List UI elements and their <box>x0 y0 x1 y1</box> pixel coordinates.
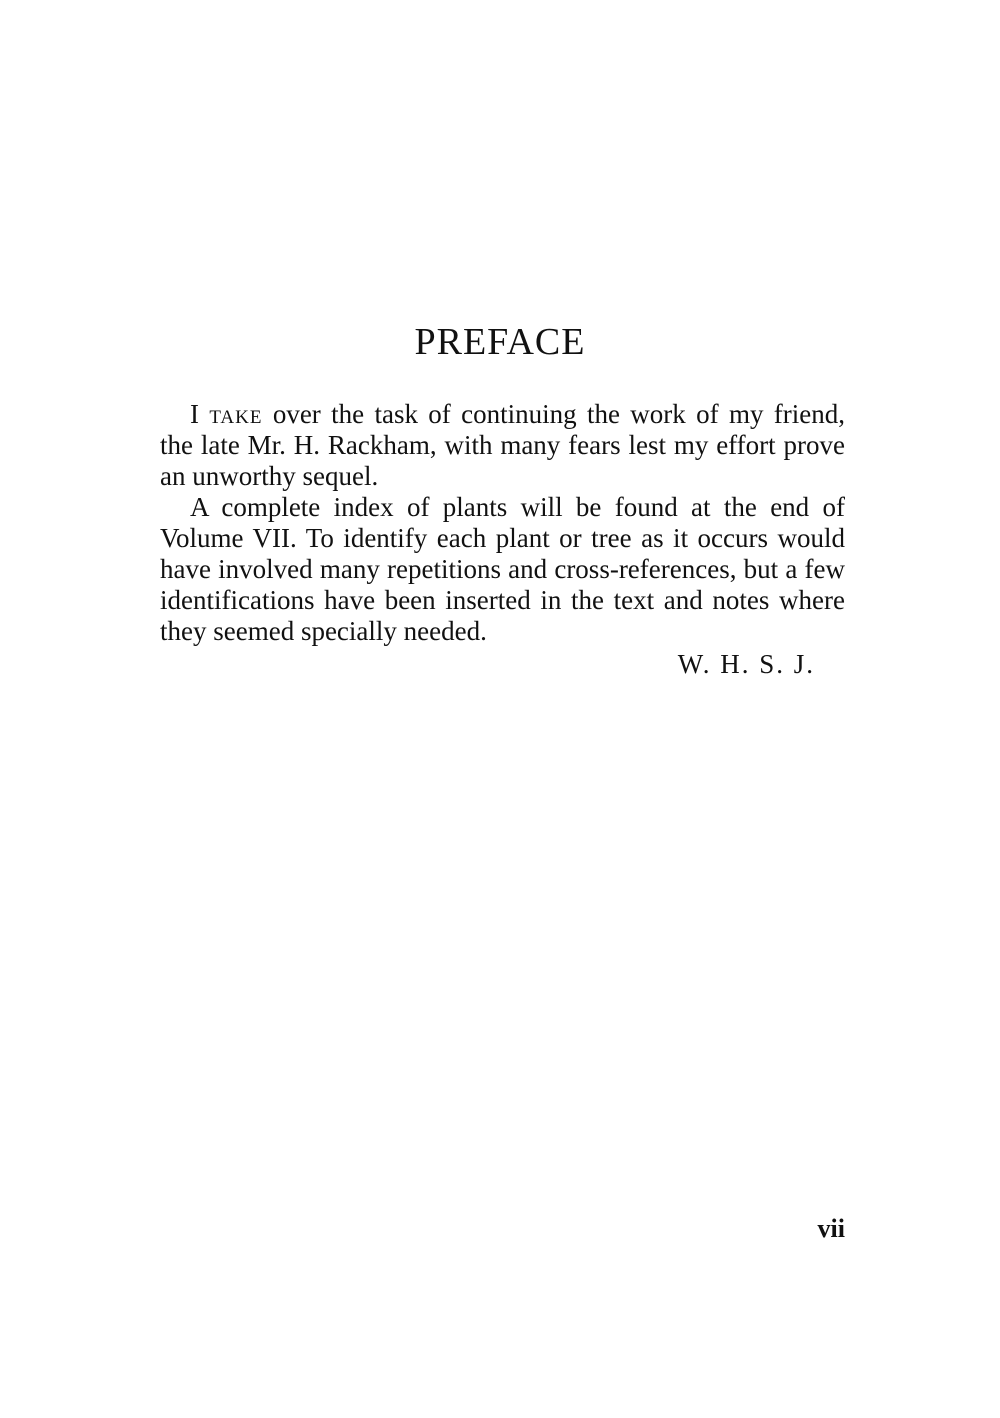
paragraph-1-text: over the task of continuing the work of my friend, the late Mr. H. Rackham, with many fears lest my effort prove an unworthy sequel. <box>160 399 845 491</box>
paragraph-smallcaps-word: take <box>209 399 263 429</box>
preface-paragraph-1 <box>160 399 845 492</box>
preface-paragraph-2: A complete index of plants will be found at the end of Volume VII. To identify each plant or tree as it occurs would have involved many repetitions and cross-references, but a few identifications have been inserted in the text and notes where they seemed specially needed. <box>160 492 845 646</box>
page-title: PREFACE <box>414 321 586 363</box>
author-initials: W. H. S. J. <box>677 649 815 679</box>
preface-body <box>160 399 845 680</box>
paragraph-lead-word: I <box>190 399 199 429</box>
page-number: vii <box>817 1214 845 1243</box>
